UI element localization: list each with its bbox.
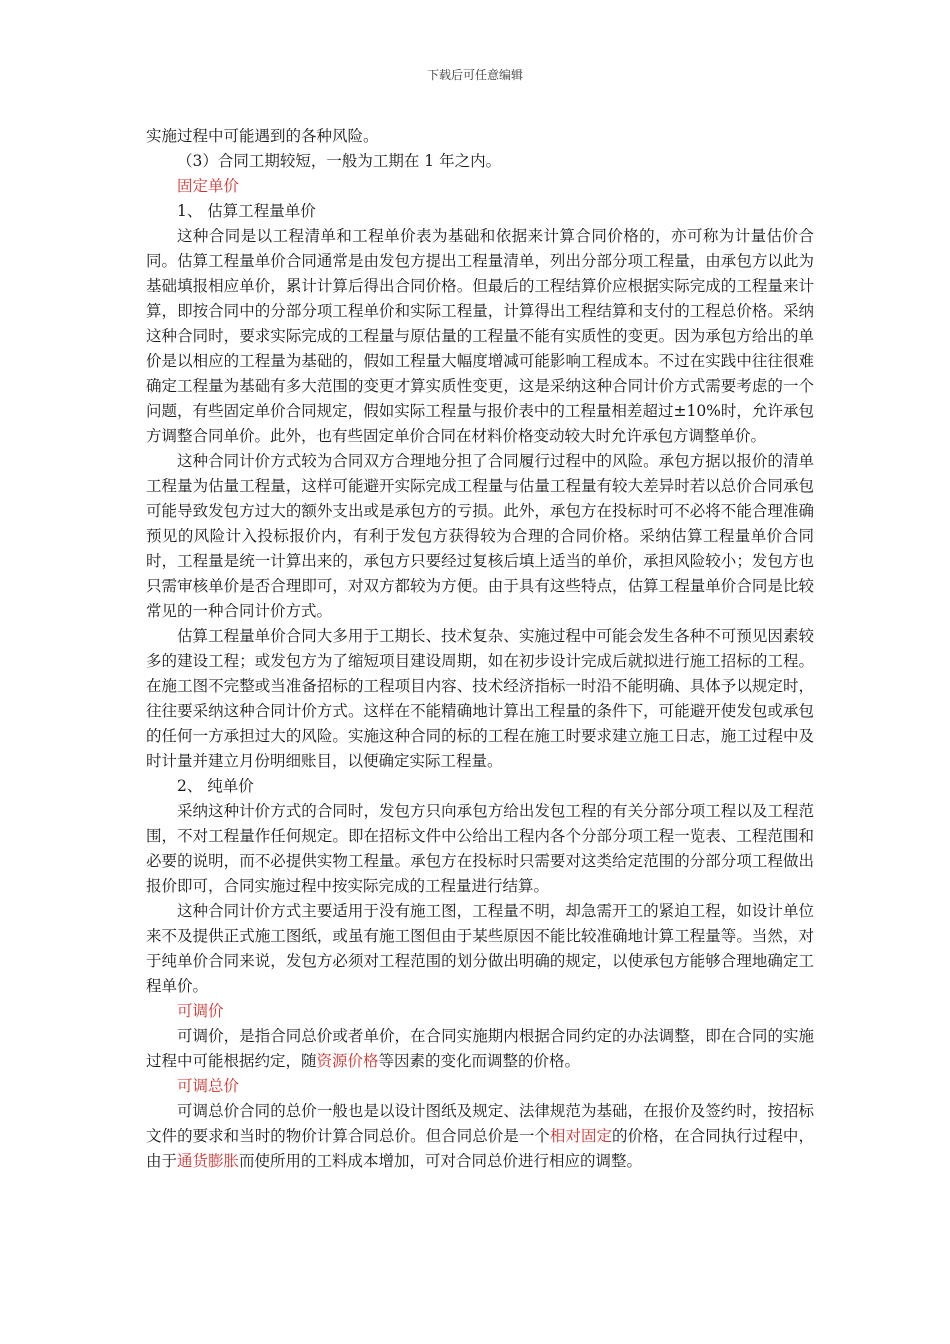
section-heading-adjustable-total-price[interactable]: 可调总价 — [177, 1077, 240, 1095]
paragraph-pure-1: 采纳这种计价方式的合同时，发包方只向承包方给出发包工程的有关分部分项工程以及工程范围，不对工程量作任何规定。即在招标文件中公给出工程内各个分部分项工程一览表、工程范围和必要的说明，而不必提供实物工程量。承包方在投标时只需要对这类给定范围的分部分项工程做出报价即可，合同实施过程中按实际完成的工程量进行结算。 — [146, 802, 814, 895]
paragraph-adjustable-total — [146, 1099, 814, 1174]
paragraph-adjustable-text-a: 可调价，是指合同总价或者单价，在合同实施期内根据合同约定的办法调整，即在合同的实施过程中可能根据约定，随 — [146, 1027, 814, 1070]
section-heading-adjustable-price[interactable]: 可调价 — [177, 1002, 224, 1020]
page-header: 下载后可任意编辑 — [426, 68, 523, 82]
subheading-estimated-quantity: 1、 估算工程量单价 — [177, 202, 316, 220]
paragraph-intro: 实施过程中可能遇到的各种风险。 — [146, 127, 379, 145]
paragraph-adjustable-total-text-c: 而使所用的工料成本增加，可对合同总价进行相应的调整。 — [239, 1152, 643, 1170]
paragraph-adjustable-text-b: 等因素的变化而调整的价格。 — [378, 1052, 581, 1070]
paragraph-estimate-3: 估算工程量单价合同大多用于工期长、技术复杂、实施过程中可能会发生各种不可预见因素较多的建设工程；或发包方为了缩短项目建设周期，如在初步设计完成后就拟进行施工招标的工程。在施工图不完整或当准备招标的工程项目内容、技术经济指标一时沿不能明确、具体予以规定时，往往要采纳这种合同计价方式。这样在不能精确地计算出工程量的条件下，可能避开使发包或承包的任何一方承担过大的风险。实施这种合同的标的工程在施工时要求建立施工日志，施工过程中及时计量并建立月份明细账目，以便确定实际工程量。 — [146, 627, 814, 770]
paragraph-estimate-1: 这种合同是以工程清单和工程单价表为基础和依据来计算合同价格的，亦可称为计量估价合同。估算工程量单价合同通常是由发包方提出工程量清单，列出分部分项工程量，由承包方以此为基础填报相应单价，累计计算后得出合同价格。但最后的工程结算价应根据实际完成的工程量来计算，即按合同中的分部分项工程单价和实际工程量，计算得出工程结算和支付的工程总价格。采纳这种合同时，要求实际完成的工程量与原估量的工程量不能有实质性的变更。因为承包方给出的单价是以相应的工程量为基础的，假如工程量大幅度增减可能影响工程成本。不过在实践中往往很难确定工程量为基础有多大范围的变更才算实质性变更，这是采纳这种合同计价方式需要考虑的一个问题，有些固定单价合同规定，假如实际工程量与报价表中的工程量相差超过±10%时，允许承包方调整合同单价。此外，也有些固定单价合同在材料价格变动较大时允许承包方调整单价。 — [146, 227, 814, 445]
resource-price-link[interactable]: 资源价格 — [316, 1052, 379, 1070]
paragraph-adjustable-total-text-a: 可调总价合同的总价一般也是以设计图纸及规定、法律规范为基础，在报价及签约时，按招标文件的要求和当时的物价计算合同总价。但合同总价是一个 — [146, 1102, 814, 1145]
paragraph-pure-2: 这种合同计价方式主要适用于没有施工图，工程量不明，却急需开工的紧迫工程，如设计单位来不及提供正式施工图纸，或虽有施工图但由于某些原因不能比较准确地计算工程量等。当然，对于纯单价合同来说，发包方必须对工程范围的划分做出明确的规定，以使承包方能够合理地确定工程单价。 — [146, 902, 814, 995]
section-heading-fixed-unit-price[interactable]: 固定单价 — [177, 177, 240, 195]
relatively-fixed-link[interactable]: 相对固定 — [549, 1127, 613, 1145]
paragraph-adjustable-total-text-b: 的价格，在合同执行过程中，由于 — [146, 1127, 814, 1170]
paragraph-item-3: （3）合同工期较短，一般为工期在 1 年之内。 — [177, 152, 502, 170]
paragraph-estimate-2: 这种合同计价方式较为合同双方合理地分担了合同履行过程中的风险。承包方据以报价的清单工程量为估量工程量，这样可能避开实际完成工程量与估量工程量有较大差异时若以总价合同承包可能导致发包方过大的额外支出或是承包方的亏损。此外，承包方在投标时可不必将不能合理准确预见的风险计入投标报价内，有利于发包方获得较为合理的合同价格。采纳估算工程量单价合同时，工程量是统一计算出来的，承包方只要经过复核后填上适当的单价，承担风险较小；发包方也只需审核单价是否合理即可，对双方都较为方便。由于具有这些特点，估算工程量单价合同是比较常见的一种合同计价方式。 — [146, 452, 814, 620]
paragraph-adjustable — [146, 1024, 814, 1074]
subheading-pure-unit-price: 2、 纯单价 — [177, 777, 254, 795]
inflation-link[interactable]: 通货膨胀 — [177, 1152, 240, 1170]
document-body — [146, 124, 814, 1174]
